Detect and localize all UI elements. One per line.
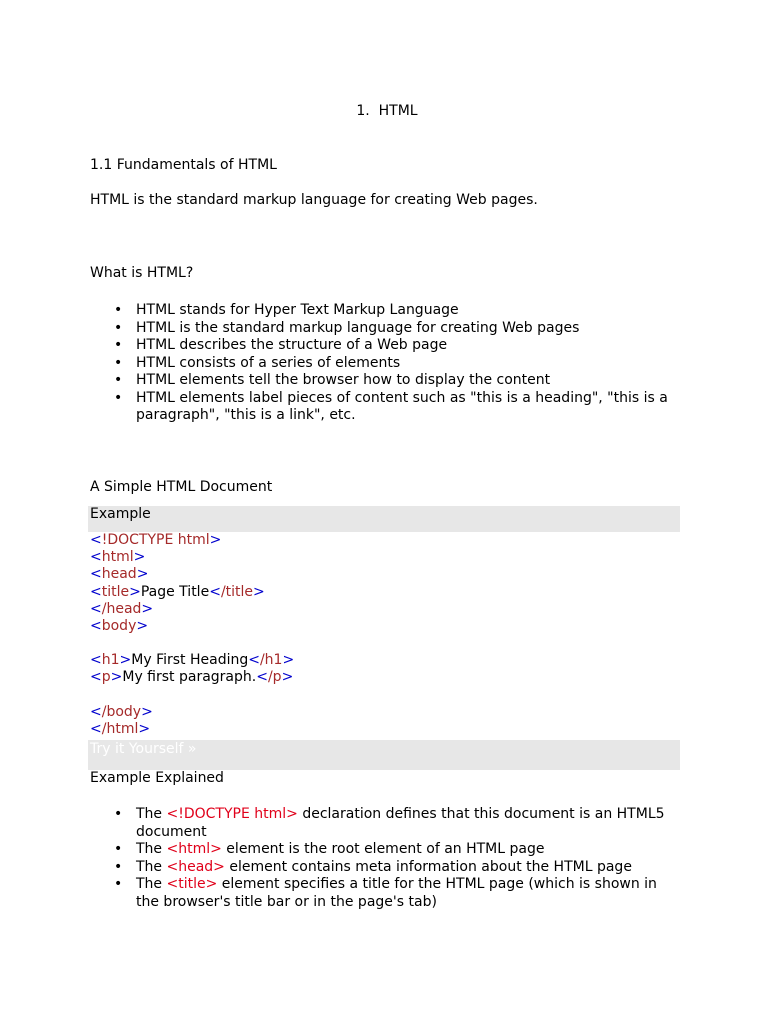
inline-tag: <title> xyxy=(166,876,218,892)
list-item: • HTML stands for Hyper Text Markup Language xyxy=(90,302,680,320)
code-line: <html> xyxy=(90,549,146,566)
what-is-title: What is HTML? xyxy=(90,265,194,281)
list-item: • HTML elements tell the browser how to display the content xyxy=(90,372,680,390)
example-code xyxy=(90,532,294,738)
code-line: <!DOCTYPE html> xyxy=(90,532,222,548)
code-line: <head> xyxy=(90,566,149,583)
try-it-yourself-link[interactable]: Try it Yourself » xyxy=(90,741,197,757)
list-item: • HTML is the standard markup language for creating Web pages xyxy=(90,320,680,338)
list-item: • HTML consists of a series of elements xyxy=(90,355,680,373)
simple-doc-title: A Simple HTML Document xyxy=(90,479,273,495)
example-header-bar xyxy=(88,506,680,532)
list-item: • The <!DOCTYPE html> declaration defines that this document is an HTML5 document xyxy=(90,806,675,841)
list-item: • The <html> element is the root element of an HTML page xyxy=(90,841,675,859)
list-item: • The <title> element specifies a title for the HTML page (which is shown in the browser's title bar or in the page's tab) xyxy=(90,876,675,911)
code-line: <p>My first paragraph.</p> xyxy=(90,669,294,686)
code-line: </body> xyxy=(90,703,153,720)
inline-tag: <head> xyxy=(166,858,225,875)
list-item: • HTML elements label pieces of content such as "this is a heading", "this is a paragraph", "this is a link", etc. xyxy=(90,390,680,425)
explained-list xyxy=(90,806,675,911)
chapter-number: 1. xyxy=(356,103,370,119)
code-line: <h1>My First Heading</h1> xyxy=(90,652,295,669)
list-item: • HTML describes the structure of a Web page xyxy=(90,337,680,355)
code-line: </head> xyxy=(90,600,154,617)
explained-title: Example Explained xyxy=(90,770,224,786)
code-line: <title>Page Title</title> xyxy=(90,583,265,600)
what-is-list xyxy=(90,302,680,425)
list-item: • The <head> element contains meta information about the HTML page xyxy=(90,859,675,877)
inline-tag: <html> xyxy=(166,841,222,857)
section-title: 1.1 Fundamentals of HTML xyxy=(90,157,277,173)
code-line: <body> xyxy=(90,618,149,635)
intro-paragraph: HTML is the standard markup language for creating Web pages. xyxy=(90,192,538,208)
chapter-heading xyxy=(0,103,768,121)
code-line: </html> xyxy=(90,720,151,737)
chapter-title: HTML xyxy=(378,103,418,119)
example-label: Example xyxy=(90,506,151,522)
inline-tag: <!DOCTYPE html> xyxy=(166,806,298,822)
